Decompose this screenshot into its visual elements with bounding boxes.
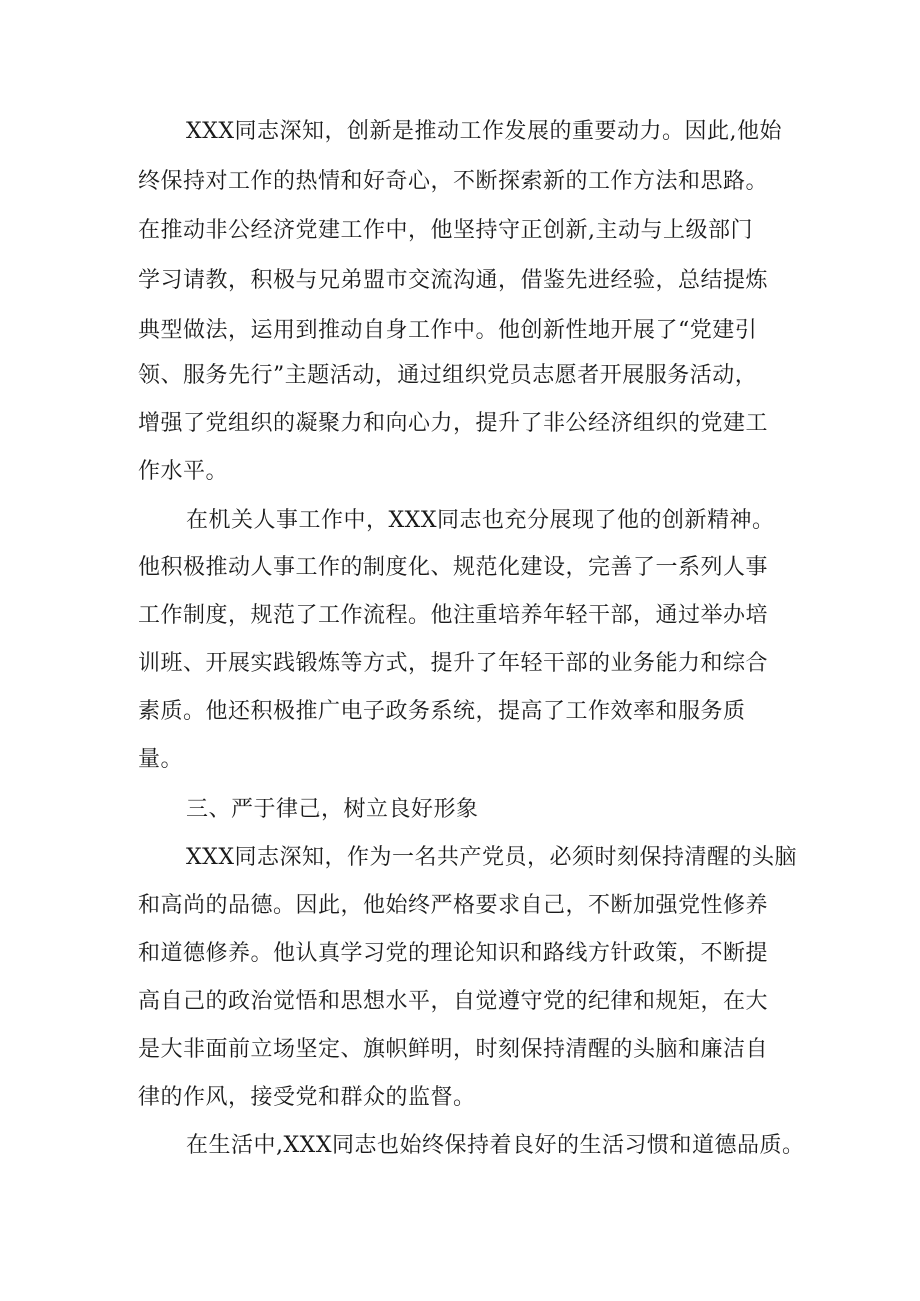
paragraph-line: 终保持对工作的热情和好奇心，不断探索新的工作方法和思路。 bbox=[138, 169, 769, 194]
paragraph-line: 是大非面前立场坚定、旗帜鲜明，时刻保持清醒的头脑和廉洁自 bbox=[138, 1037, 769, 1062]
paragraph-line: 训班、开展实践锻炼等方式，提升了年轻干部的业务能力和综合 bbox=[138, 651, 769, 676]
paragraph-line: 在生活中,XXX同志也始终保持着良好的生活习惯和道德品质。 bbox=[186, 1133, 805, 1158]
paragraph-line: 在推动非公经济党建工作中，他坚持守正创新,主动与上级部门 bbox=[138, 218, 753, 243]
paragraph-line: 典型做法，运用到推动自身工作中。他创新性地开展了“党建引 bbox=[138, 318, 758, 343]
paragraph-line: 和高尚的品德。因此，他始终严格要求自己，不断加强党性修养 bbox=[138, 893, 769, 918]
paragraph-line: 作水平。 bbox=[138, 459, 229, 484]
paragraph-line: 学习请教，积极与兄弟盟市交流沟通，借鉴先进经验，总结提炼 bbox=[138, 268, 769, 293]
section-heading: 三、严于律己，树立良好形象 bbox=[186, 797, 479, 822]
paragraph-line: 素质。他还积极推广电子政务系统，提高了工作效率和服务质 bbox=[138, 699, 746, 724]
paragraph-line: 增强了党组织的凝聚力和向心力，提升了非公经济组织的党建工 bbox=[138, 411, 769, 436]
paragraph-line: 他积极推动人事工作的制度化、规范化建设，完善了一系列人事 bbox=[138, 555, 769, 580]
paragraph-line: 量。 bbox=[138, 747, 184, 772]
paragraph-line: 在机关人事工作中，XXX同志也充分展现了他的创新精神。 bbox=[186, 508, 775, 533]
paragraph-line: 高自己的政治觉悟和思想水平，自觉遵守党的纪律和规矩，在大 bbox=[138, 989, 769, 1014]
paragraph-line: 领、服务先行”主题活动，通过组织党员志愿者开展服务活动， bbox=[138, 363, 758, 388]
paragraph-line: XXX同志深知，作为一名共产党员，必须时刻保持清醒的头脑 bbox=[186, 845, 797, 870]
paragraph-line: 律的作风，接受党和群众的监督。 bbox=[138, 1085, 476, 1110]
paragraph-line: 和道德修养。他认真学习党的理论知识和路线方针政策，不断提 bbox=[138, 941, 769, 966]
paragraph-line: XXX同志深知，创新是推动工作发展的重要动力。因此,他始 bbox=[186, 119, 782, 144]
paragraph-line: 工作制度，规范了工作流程。他注重培养年轻干部，通过举办培 bbox=[138, 603, 769, 628]
